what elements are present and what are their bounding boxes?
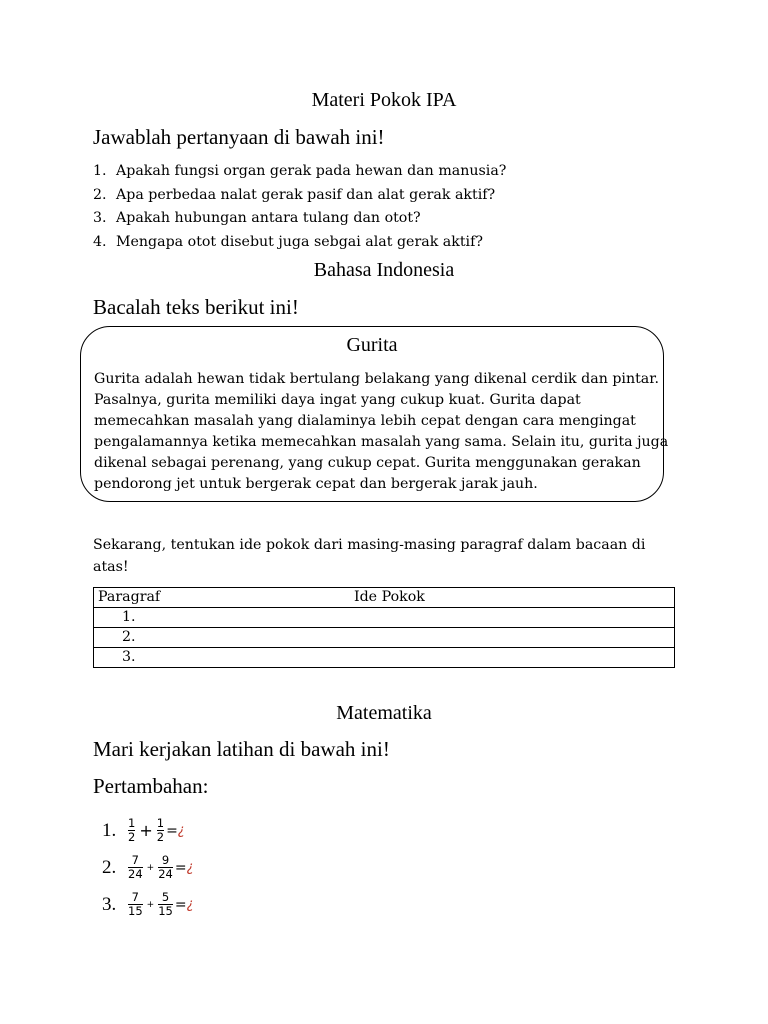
question-number: 4. — [93, 233, 107, 250]
numerator: 5 — [161, 890, 170, 904]
numerator: 1 — [156, 816, 165, 830]
problem-number: 2. — [102, 856, 117, 878]
list-item — [93, 231, 506, 255]
list-item — [93, 184, 506, 208]
fraction — [157, 817, 164, 844]
ipa-question-list — [93, 160, 506, 254]
story-line: Gurita adalah hewan tidak bertulang belakang yang dikenal cerdik dan pintar. — [94, 371, 659, 387]
equals-sign: = — [174, 859, 187, 876]
story-line: memecahkan masalah yang dialaminya lebih cepat dengan cara mengingat — [94, 413, 636, 429]
fraction — [158, 854, 173, 881]
story-line: dikenal sebagai perenang, yang cukup cepat. Gurita menggunakan gerakan — [94, 455, 641, 471]
denominator: 2 — [156, 830, 165, 844]
question-number: 3. — [93, 210, 107, 226]
problem-number: 3. — [102, 893, 117, 915]
story-line: pendorong jet untuk bergerak cepat dan bergerak jarak jauh. — [94, 476, 538, 492]
matematika-heading: Matematika — [336, 702, 432, 724]
table-row — [94, 648, 675, 668]
numerator: 1 — [128, 816, 136, 830]
column-header-paragraf: Paragraf — [98, 589, 161, 605]
denominator: 2 — [128, 830, 136, 844]
denominator: 15 — [128, 904, 143, 918]
question-text: Apakah fungsi organ gerak pada hewan dan manusia? — [116, 163, 507, 179]
task-instruction — [93, 534, 645, 578]
fraction — [128, 817, 135, 844]
equals-sign: = — [166, 822, 178, 839]
table-cell[interactable]: 2. — [94, 628, 675, 648]
list-item — [102, 849, 193, 886]
denominator: 15 — [158, 904, 173, 918]
table-header-cell — [94, 588, 675, 608]
task-line: atas! — [93, 559, 129, 575]
table-row — [94, 608, 675, 628]
denominator: 24 — [158, 867, 173, 881]
story-line: Pasalnya, gurita memiliki daya ingat yang cukup kuat. Gurita dapat — [94, 392, 581, 408]
question-text: Apakah hubungan antara tulang dan otot? — [116, 210, 421, 226]
list-item — [102, 812, 193, 849]
bahasa-instruction: Bacalah teks berikut ini! — [93, 295, 299, 319]
matematika-subheading: Pertambahan: — [93, 774, 209, 798]
question-text: Mengapa otot disebut juga sebgai alat gerak aktif? — [116, 233, 483, 250]
addition-problem-list — [102, 812, 193, 923]
fraction — [128, 854, 143, 881]
table-cell[interactable]: 1. — [94, 608, 675, 628]
task-line: Sekarang, tentukan ide pokok dari masing-masing paragraf dalam bacaan di — [93, 537, 646, 553]
equals-sign: = — [174, 896, 187, 913]
ipa-instruction: Jawablah pertanyaan di bawah ini! — [93, 125, 385, 149]
main-idea-table — [93, 587, 675, 668]
story-line: pengalamannya ketika memecahkan masalah yang sama. Selain itu, gurita juga — [94, 434, 669, 450]
numerator: 7 — [131, 853, 139, 867]
answer-placeholder[interactable]: ¿ — [186, 897, 194, 912]
answer-placeholder[interactable]: ¿ — [186, 860, 194, 875]
fraction — [128, 891, 143, 918]
story-box — [80, 326, 669, 502]
question-number: 1. — [93, 163, 107, 179]
fraction — [158, 891, 173, 918]
story-text — [94, 369, 669, 495]
question-text: Apa perbedaa nalat gerak pasif dan alat gerak aktif? — [116, 186, 496, 203]
table-header-row — [94, 588, 675, 608]
plus-sign: + — [139, 821, 153, 840]
story-title: Gurita — [346, 334, 398, 356]
numerator: 9 — [161, 853, 170, 867]
ipa-heading: Materi Pokok IPA — [311, 89, 457, 111]
numerator: 7 — [131, 890, 139, 904]
column-header-ide-pokok: Ide Pokok — [354, 589, 425, 605]
plus-sign: + — [146, 899, 155, 910]
denominator: 24 — [128, 867, 143, 881]
table-cell[interactable]: 3. — [94, 648, 675, 668]
list-item — [102, 886, 193, 923]
plus-sign: + — [146, 862, 155, 873]
list-item — [93, 207, 506, 231]
table-row — [94, 628, 675, 648]
list-item — [93, 160, 506, 184]
bahasa-heading: Bahasa Indonesia — [313, 259, 455, 281]
question-number: 2. — [93, 186, 107, 203]
problem-number: 1. — [102, 819, 117, 841]
answer-placeholder[interactable]: ¿ — [177, 823, 185, 838]
matematika-instruction: Mari kerjakan latihan di bawah ini! — [93, 737, 390, 761]
